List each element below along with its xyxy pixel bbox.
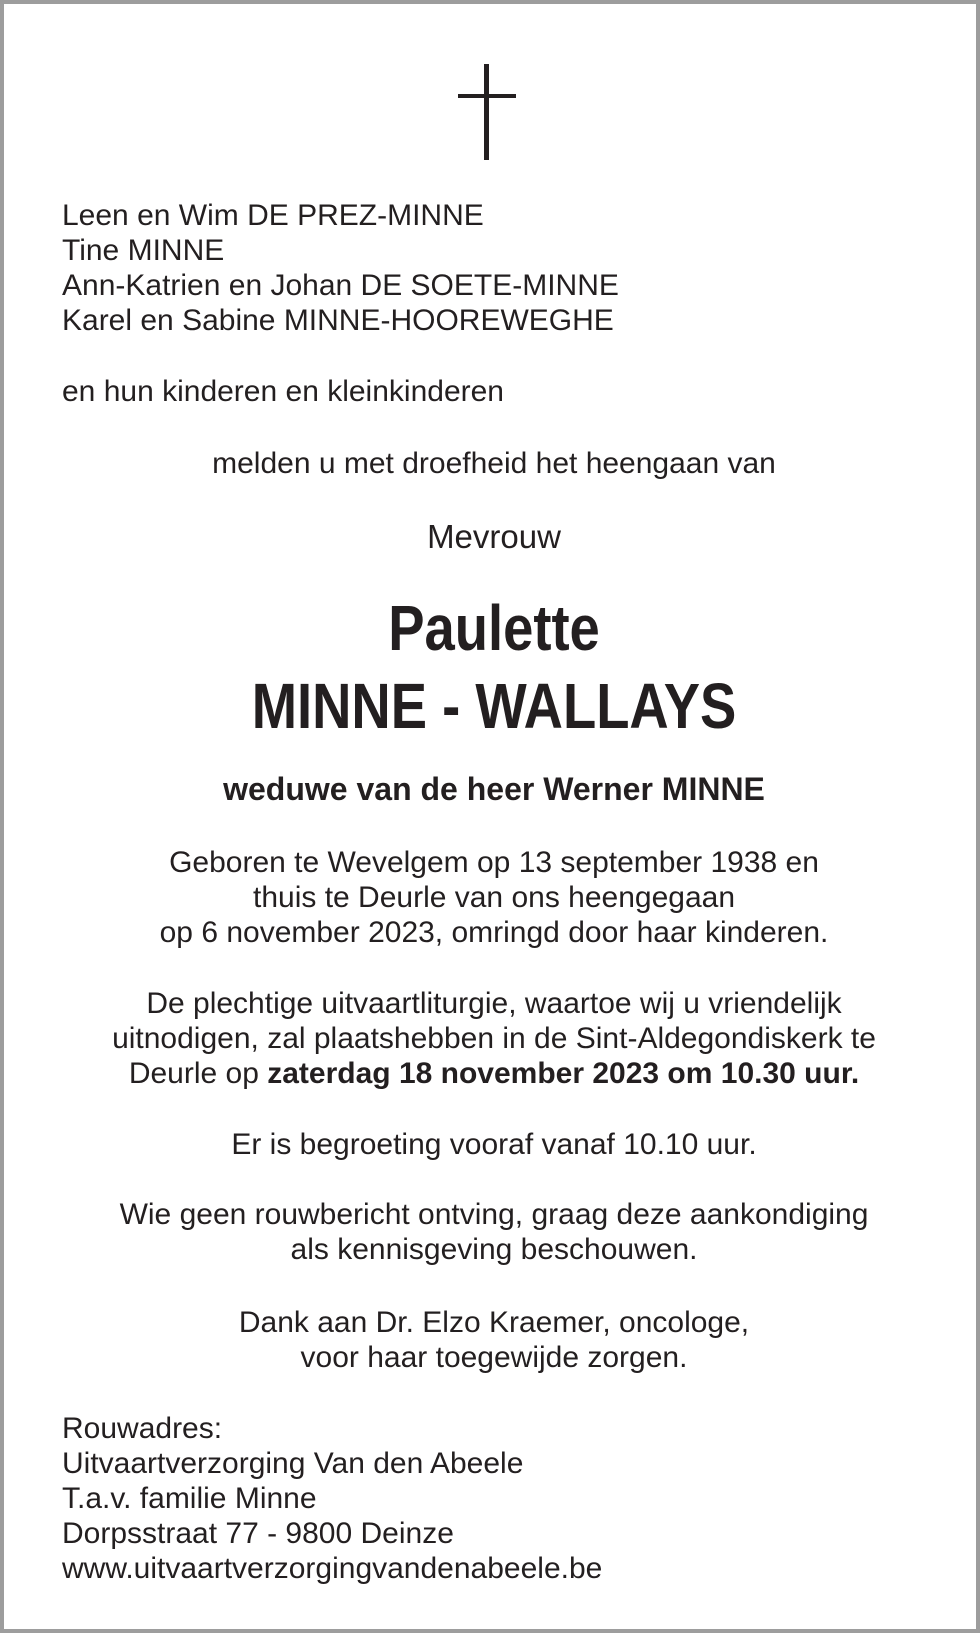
text-line: De plechtige uitvaartliturgie, waartoe wij u vriendelijk	[146, 987, 842, 1020]
deceased-name	[78, 589, 911, 745]
notice-text	[4, 1197, 980, 1267]
thanks-text	[4, 1305, 980, 1375]
announcement-line: melden u met droefheid het heengaan van	[212, 447, 776, 480]
text-line: Geboren te Wevelgem op 13 september 1938 en	[169, 846, 819, 879]
text-line: Dank aan Dr. Elzo Kraemer, oncologe,	[238, 1306, 750, 1339]
address-label: Rouwadres:	[62, 1412, 223, 1445]
address-line: Dorpsstraat 77 - 9800 Deinze	[62, 1517, 454, 1550]
mourning-address	[62, 1411, 602, 1586]
service-date-prefix: Deurle op	[128, 1057, 268, 1090]
family-member: Ann-Katrien en Johan DE SOETE-MINNE	[62, 269, 619, 302]
cross-icon	[458, 64, 516, 164]
family-member: Leen en Wim DE PREZ-MINNE	[62, 199, 484, 232]
text-line: als kennisgeving beschouwen.	[290, 1233, 698, 1266]
text-line: uitnodigen, zal plaatshebben in de Sint-Aldegondiskerk te	[112, 1022, 876, 1055]
address-line: Uitvaartverzorging Van den Abeele	[62, 1447, 524, 1480]
widow-of-line: weduwe van de heer Werner MINNE	[223, 771, 765, 807]
deceased-surname: MINNE - WALLAYS	[251, 670, 737, 742]
family-member: Karel en Sabine MINNE-HOOREWEGHE	[62, 304, 614, 337]
text-line: voor haar toegewijde zorgen.	[300, 1341, 688, 1374]
birth-death-text	[4, 845, 980, 950]
text-line: thuis te Deurle van ons heengegaan	[252, 881, 736, 914]
funeral-service-text	[4, 986, 980, 1091]
address-website: www.uitvaartverzorgingvandenabeele.be	[62, 1552, 603, 1585]
text-line	[4, 1056, 980, 1091]
greeting-line: Er is begroeting vooraf vanaf 10.10 uur.	[231, 1128, 757, 1161]
address-line: T.a.v. familie Minne	[62, 1482, 317, 1515]
family-list	[62, 198, 619, 338]
salutation: Mevrouw	[427, 518, 561, 555]
deceased-first-name: Paulette	[388, 592, 600, 664]
family-member: Tine MINNE	[62, 234, 225, 267]
text-line: Wie geen rouwbericht ontving, graag deze aankondiging	[119, 1198, 869, 1231]
service-date-time: zaterdag 18 november 2023 om 10.30 uur.	[267, 1057, 860, 1090]
text-line: op 6 november 2023, omringd door haar kinderen.	[159, 916, 829, 949]
descendants-line: en hun kinderen en kleinkinderen	[62, 375, 504, 408]
